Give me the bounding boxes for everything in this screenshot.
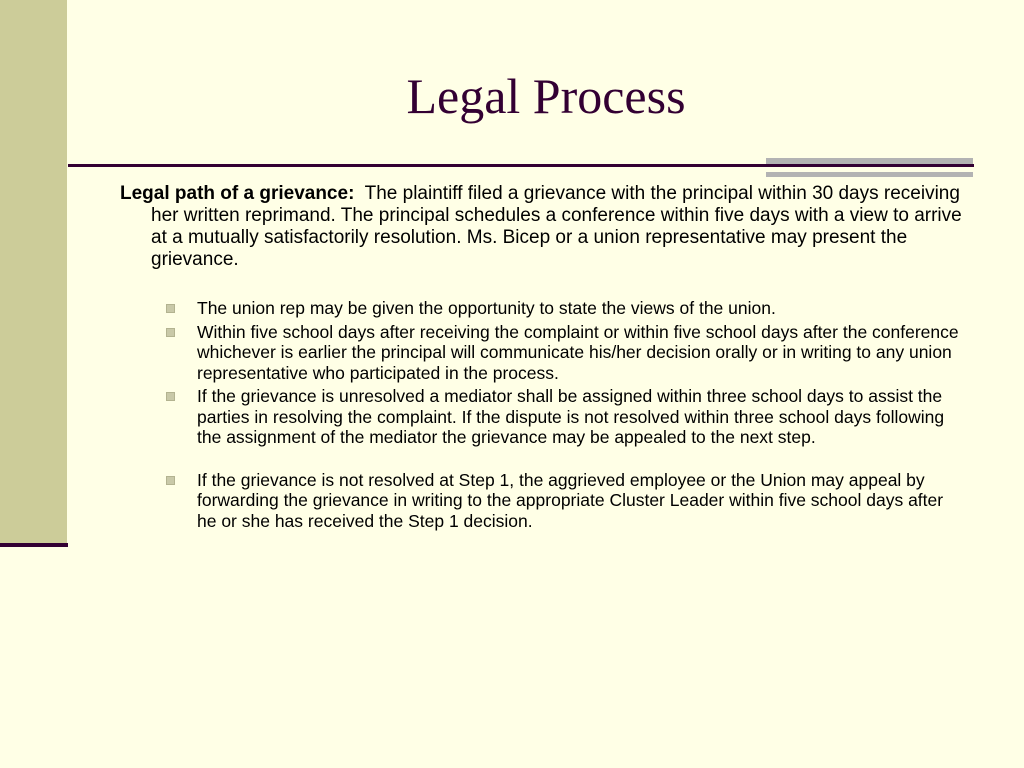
lead-text: The plaintiff filed a grievance with the principal within 30 days receiving her written reprimand. The principal schedules a conference within five days with a view to arrive at a mutually satisfactorily resolution. Ms. Bicep or a union representative may present the grievance.: [151, 183, 962, 270]
left-decorative-band: [0, 0, 67, 545]
slide-body: [120, 183, 970, 531]
bullet-item: [164, 386, 964, 448]
square-bullet-icon: [166, 328, 175, 337]
bullet-text: If the grievance is unresolved a mediator shall be assigned within three school days to assist the parties in resolving the complaint. If the dispute is not resolved within three school days following the assignment of the mediator the grievance may be appealed to the next step.: [197, 386, 945, 447]
lead-paragraph: [120, 183, 970, 271]
square-bullet-icon: [166, 476, 175, 485]
bullet-text: If the grievance is not resolved at Step 1, the aggrieved employee or the Union may appeal by forwarding the grievance in writing to the appropriate Cluster Leader within five school days after he or she has received the Step 1 decision.: [197, 469, 944, 531]
bullet-item: [164, 322, 964, 384]
bullet-text: The union rep may be given the opportunity to state the views of the union.: [197, 298, 776, 318]
bullet-item: [164, 298, 964, 319]
bullet-item: [164, 470, 964, 532]
square-bullet-icon: [166, 392, 175, 401]
square-bullet-icon: [166, 304, 175, 313]
title-divider: [68, 164, 974, 167]
decorative-grey-bar-bottom: [766, 172, 973, 177]
left-band-underline: [0, 543, 68, 547]
slide-title: Legal Process: [406, 68, 686, 124]
bullet-list: [164, 298, 964, 534]
lead-label: Legal path of a grievance:: [120, 183, 355, 204]
bullet-text: Within five school days after receiving the complaint or within five school days after the conference whichever is earlier the principal will communicate his/her decision orally or in writing to any union representative who participated in the process.: [197, 321, 959, 383]
